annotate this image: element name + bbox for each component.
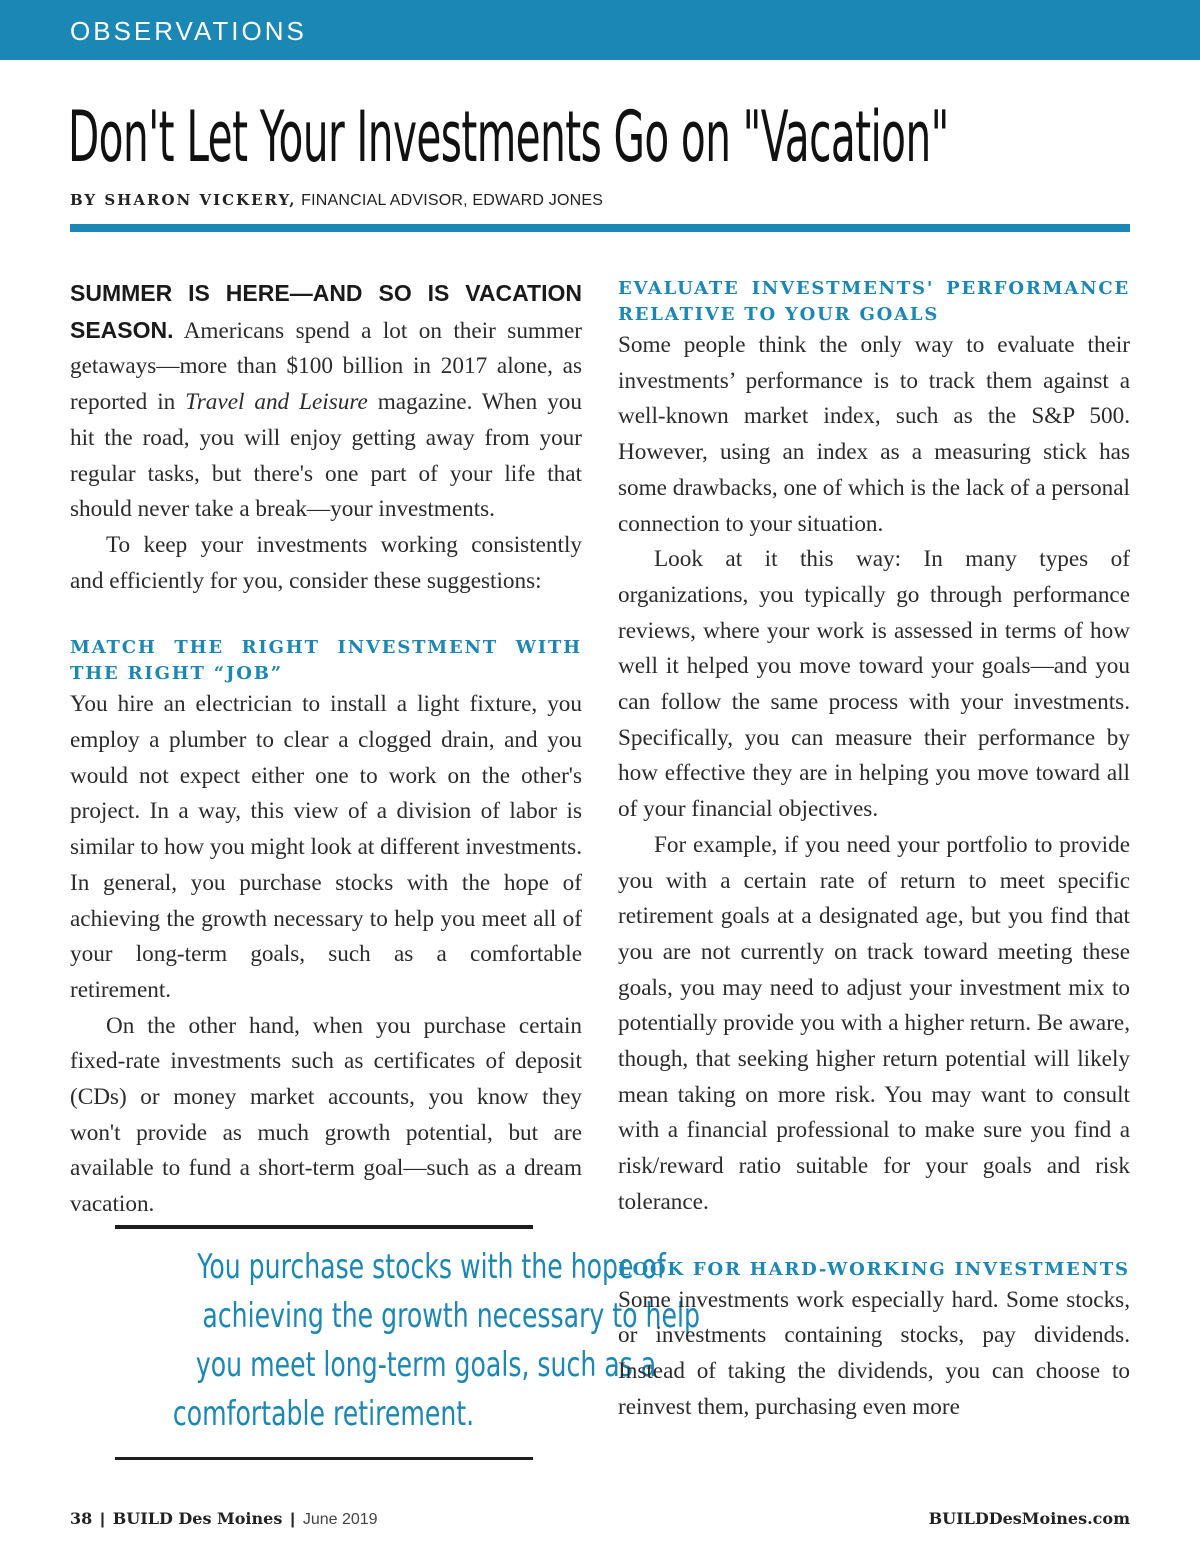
paragraph: Some people think the only way to evaluate their investments’ performance is to track them against a well-known market index, such as the S&P 500. However, using an index as a measuring stick has some drawbacks, one of which is the lack of a personal connection to your situation. [618, 332, 1130, 537]
subhead-evaluate-performance: EVALUATE INVESTMENTS' PERFORMANCE RELATIVE TO YOUR GOALS [618, 278, 1130, 325]
website-link[interactable]: BUILDDesMoines.com [928, 1509, 1130, 1528]
footer-separator: | [100, 1511, 105, 1528]
intro-text-a: Americans spend a lot on their summer getaways—more than $100 billion in 2017 alone, as reported in [70, 317, 582, 416]
pull-quote-rule-top [115, 1225, 533, 1229]
page-footer [70, 1509, 1130, 1529]
right-column [618, 276, 1130, 1425]
paragraph: Look at it this way: In many types of organizations, you typically go through performance reviews, where your work is assessed in terms of how well it helped you move toward your goals—and you can follow the same process with your investments. Specifically, you can measure their performance by how effective they are in helping you move toward all of your financial objectives. [618, 546, 1130, 823]
pull-quote [115, 1225, 700, 1460]
subhead-match-investment: MATCH THE RIGHT INVESTMENT WITH THE RIGHT “JOB” [70, 637, 582, 685]
paragraph: Some investments work especially hard. Some stocks, or investments containing stocks, pay dividends. Instead of taking the dividends, you can choose to reinvest them, purchasing even more [618, 1286, 1130, 1420]
intro-paragraph [70, 276, 582, 528]
article-title: Don't Let Your Investments Go on "Vacation" [68, 96, 949, 178]
left-column [70, 276, 582, 1223]
byline-role: FINANCIAL ADVISOR, EDWARD JONES [296, 192, 604, 209]
pull-quote-line: comfortable retirement. [173, 1394, 475, 1434]
pull-quote-text [115, 1243, 700, 1439]
pull-quote-line: You purchase stocks with the hope of [197, 1247, 666, 1287]
pull-quote-line: achieving the growth necessary to help [202, 1296, 700, 1336]
byline-author: BY SHARON VICKERY, [70, 191, 297, 209]
footer-separator: | [290, 1511, 295, 1528]
section-header-bar [0, 0, 1200, 60]
subhead-hard-working: LOOK FOR HARD-WORKING INVESTMENTS [618, 1258, 1130, 1280]
section-label: OBSERVATIONS [70, 16, 307, 46]
paragraph: For example, if you need your portfolio to provide you with a certain rate of return to meet specific retirement goals at a designated age, but you find that you are not currently on track toward meeting these goals, you may need to adjust your investment mix to potentially provide you with a higher return. Be aware, though, that seeking higher return potential will likely mean taking on more risk. You may want to consult with a financial professional to make sure you find a risk/reward ratio suitable for your goals and risk tolerance. [618, 831, 1130, 1215]
title-divider [70, 224, 1130, 232]
paragraph: To keep your investments working consistently and efficiently for you, consider these suggestions: [70, 531, 582, 594]
pull-quote-rule-bottom [115, 1457, 533, 1460]
pull-quote-line: you meet long-term goals, such as a [195, 1345, 657, 1385]
lead-in: SUMMER IS HERE—AND SO IS VACATION SEASON. [70, 280, 582, 343]
publication-name: BUILD Des Moines [112, 1509, 283, 1528]
magazine-name: Travel and Leisure [185, 389, 368, 416]
byline [70, 191, 603, 210]
page-number: 38 [70, 1509, 93, 1528]
paragraph: On the other hand, when you purchase certain fixed-rate investments such as certificates of deposit (CDs) or money market accounts, you know they won't provide as much growth potential, but are available to fund a short-term goal—such as a dream vacation. [70, 1012, 582, 1218]
intro-text-b: magazine. When you hit the road, you will enjoy getting away from your regular tasks, but there's one part of your life that should never take a break—your investments. [70, 389, 582, 523]
paragraph: You hire an electrician to install a light fixture, you employ a plumber to clear a clogged drain, and you would not expect either one to work on the other's project. In a way, this view of a division of labor is similar to how you might look at different investments. In general, you purchase stocks with the hope of achieving the growth necessary to help you meet all of your long-term goals, such as a comfortable retirement. [70, 691, 582, 1003]
issue-date: June 2019 [302, 1511, 378, 1528]
